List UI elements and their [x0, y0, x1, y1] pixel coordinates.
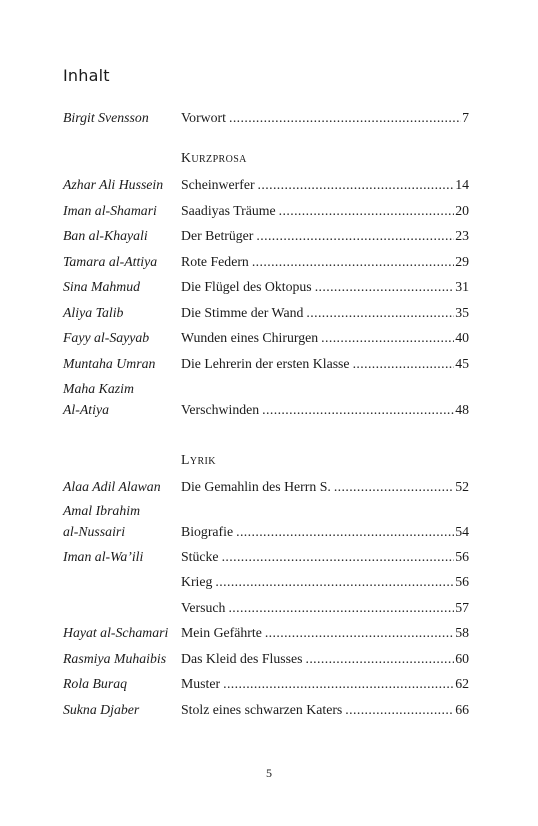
- entry-title-line: [181, 107, 469, 129]
- entry-page: 60: [455, 651, 469, 666]
- entry-title: Versuch: [181, 600, 226, 615]
- entry-author: Sina Mahmud: [63, 279, 141, 294]
- entry-title-line: [181, 622, 469, 644]
- entry-author: Rasmiya Muhaibis: [63, 651, 167, 666]
- toc-entry: [63, 378, 469, 422]
- entry-title-line: [181, 276, 469, 298]
- toc-entry: [63, 673, 469, 695]
- entry-title: Das Kleid des Flusses: [181, 651, 303, 666]
- entry-title: Die Flügel des Oktopus: [181, 279, 312, 294]
- entry-title: Krieg: [181, 574, 213, 589]
- entry-page: 29: [455, 254, 469, 269]
- entry-page: 7: [462, 110, 469, 125]
- entry-page: 45: [455, 356, 469, 371]
- toc-entry: [63, 174, 469, 196]
- entry-title-line: [181, 597, 469, 619]
- entry-title-line: [181, 399, 469, 421]
- leader-dots: [222, 546, 455, 568]
- toc-entry: [63, 327, 469, 349]
- leader-dots: [306, 302, 454, 324]
- entry-page: 62: [455, 676, 469, 691]
- entry-title: Mein Gefährte: [181, 625, 262, 640]
- toc-heading: Inhalt: [63, 66, 110, 85]
- entry-title-line: [181, 476, 469, 498]
- entry-title-line: [181, 200, 469, 222]
- entry-title: Saadiyas Träume: [181, 203, 276, 218]
- leader-dots: [229, 107, 461, 129]
- entry-title: Die Stimme der Wand: [181, 305, 304, 320]
- toc-entry: [63, 107, 469, 129]
- leader-dots: [228, 597, 454, 619]
- toc-entry: [63, 276, 469, 298]
- entry-title-line: [181, 327, 469, 349]
- entry-page: 56: [455, 549, 469, 564]
- entry-author: Muntaha Umran: [63, 356, 156, 371]
- entry-title: Rote Federn: [181, 254, 249, 269]
- entry-title-line: [181, 225, 469, 247]
- leader-dots: [345, 699, 454, 721]
- entry-title-line: [181, 174, 469, 196]
- leader-dots: [334, 476, 454, 498]
- entry-page: 54: [455, 524, 469, 539]
- entry-title-line: [181, 648, 469, 670]
- leader-dots: [262, 399, 454, 421]
- leader-dots: [279, 200, 455, 222]
- entry-page: 31: [455, 279, 469, 294]
- entry-author: Birgit Svensson: [63, 110, 149, 125]
- toc-entry: [63, 302, 469, 324]
- toc-entry: [63, 699, 469, 721]
- entry-title: Die Lehrerin der ersten Klasse: [181, 356, 350, 371]
- entry-author: Azhar Ali Hussein: [63, 177, 164, 192]
- leader-dots: [252, 251, 454, 273]
- toc-entry: [63, 353, 469, 375]
- leader-dots: [315, 276, 455, 298]
- toc-entry: [63, 200, 469, 222]
- entry-page: 20: [455, 203, 469, 218]
- toc-entry: [63, 500, 469, 544]
- entry-page: 57: [455, 600, 469, 615]
- toc-entry: [63, 546, 469, 568]
- entry-title: Muster: [181, 676, 221, 691]
- toc-entry: [63, 648, 469, 670]
- entry-title: Stücke: [181, 549, 219, 564]
- entry-author-line-2: Al-Atiya: [63, 402, 109, 417]
- entry-title: Der Betrüger: [181, 228, 254, 243]
- entry-author: Iman al-Shamari: [63, 203, 157, 218]
- entry-author-line-2: al-Nussairi: [63, 524, 126, 539]
- leader-dots: [265, 622, 454, 644]
- entry-title-line: [181, 699, 469, 721]
- toc-entry: [63, 571, 469, 593]
- entry-title: Stolz eines schwarzen Katers: [181, 702, 343, 717]
- entry-page: 23: [455, 228, 469, 243]
- entry-page: 40: [455, 330, 469, 345]
- entry-title-line: [181, 521, 469, 543]
- entry-page: 48: [455, 402, 469, 417]
- toc-entry: [63, 225, 469, 247]
- toc-entry: [63, 622, 469, 644]
- entry-author: Hayat al-Schamari: [63, 625, 169, 640]
- toc-entry: [63, 476, 469, 498]
- entry-author: Iman al-Wa’ili: [63, 549, 144, 564]
- entry-title: Scheinwerfer: [181, 177, 255, 192]
- entry-title: Die Gemahlin des Herrn S.: [181, 479, 331, 494]
- leader-dots: [258, 174, 455, 196]
- entry-title: Vorwort: [181, 110, 226, 125]
- entry-author: Fayy al-Sayyab: [63, 330, 150, 345]
- entry-author: Rola Buraq: [63, 676, 127, 691]
- entry-author-line-1: Maha Kazim: [63, 381, 134, 396]
- section-heading-kurzprosa: Kurzprosa: [181, 150, 247, 165]
- leader-dots: [223, 673, 454, 695]
- leader-dots: [215, 571, 454, 593]
- leader-dots: [256, 225, 454, 247]
- entry-author: Aliya Talib: [63, 305, 124, 320]
- toc-entry: [63, 597, 469, 619]
- entry-author-line-1: Amal Ibrahim: [63, 503, 141, 518]
- entry-author: Ban al-Khayali: [63, 228, 148, 243]
- entry-title-line: [181, 353, 469, 375]
- entry-title-line: [181, 673, 469, 695]
- entry-page: 58: [455, 625, 469, 640]
- leader-dots: [321, 327, 454, 349]
- entry-page: 56: [455, 574, 469, 589]
- section-heading-lyrik: Lyrik: [181, 452, 216, 467]
- page-number: 5: [266, 766, 272, 780]
- entry-author: Alaa Adil Alawan: [63, 479, 161, 494]
- leader-dots: [353, 353, 455, 375]
- leader-dots: [305, 648, 454, 670]
- entry-title: Biografie: [181, 524, 234, 539]
- entry-title: Verschwinden: [181, 402, 260, 417]
- entry-page: 35: [455, 305, 469, 320]
- entry-page: 52: [455, 479, 469, 494]
- entry-title-line: [181, 571, 469, 593]
- entry-title-line: [181, 251, 469, 273]
- entry-author: Tamara al-Attiya: [63, 254, 158, 269]
- entry-title-line: [181, 546, 469, 568]
- entry-title-line: [181, 302, 469, 324]
- entry-page: 66: [455, 702, 469, 717]
- entry-title: Wunden eines Chirurgen: [181, 330, 319, 345]
- entry-page: 14: [455, 177, 469, 192]
- toc-entry: [63, 251, 469, 273]
- leader-dots: [236, 521, 454, 543]
- entry-author: Sukna Djaber: [63, 702, 140, 717]
